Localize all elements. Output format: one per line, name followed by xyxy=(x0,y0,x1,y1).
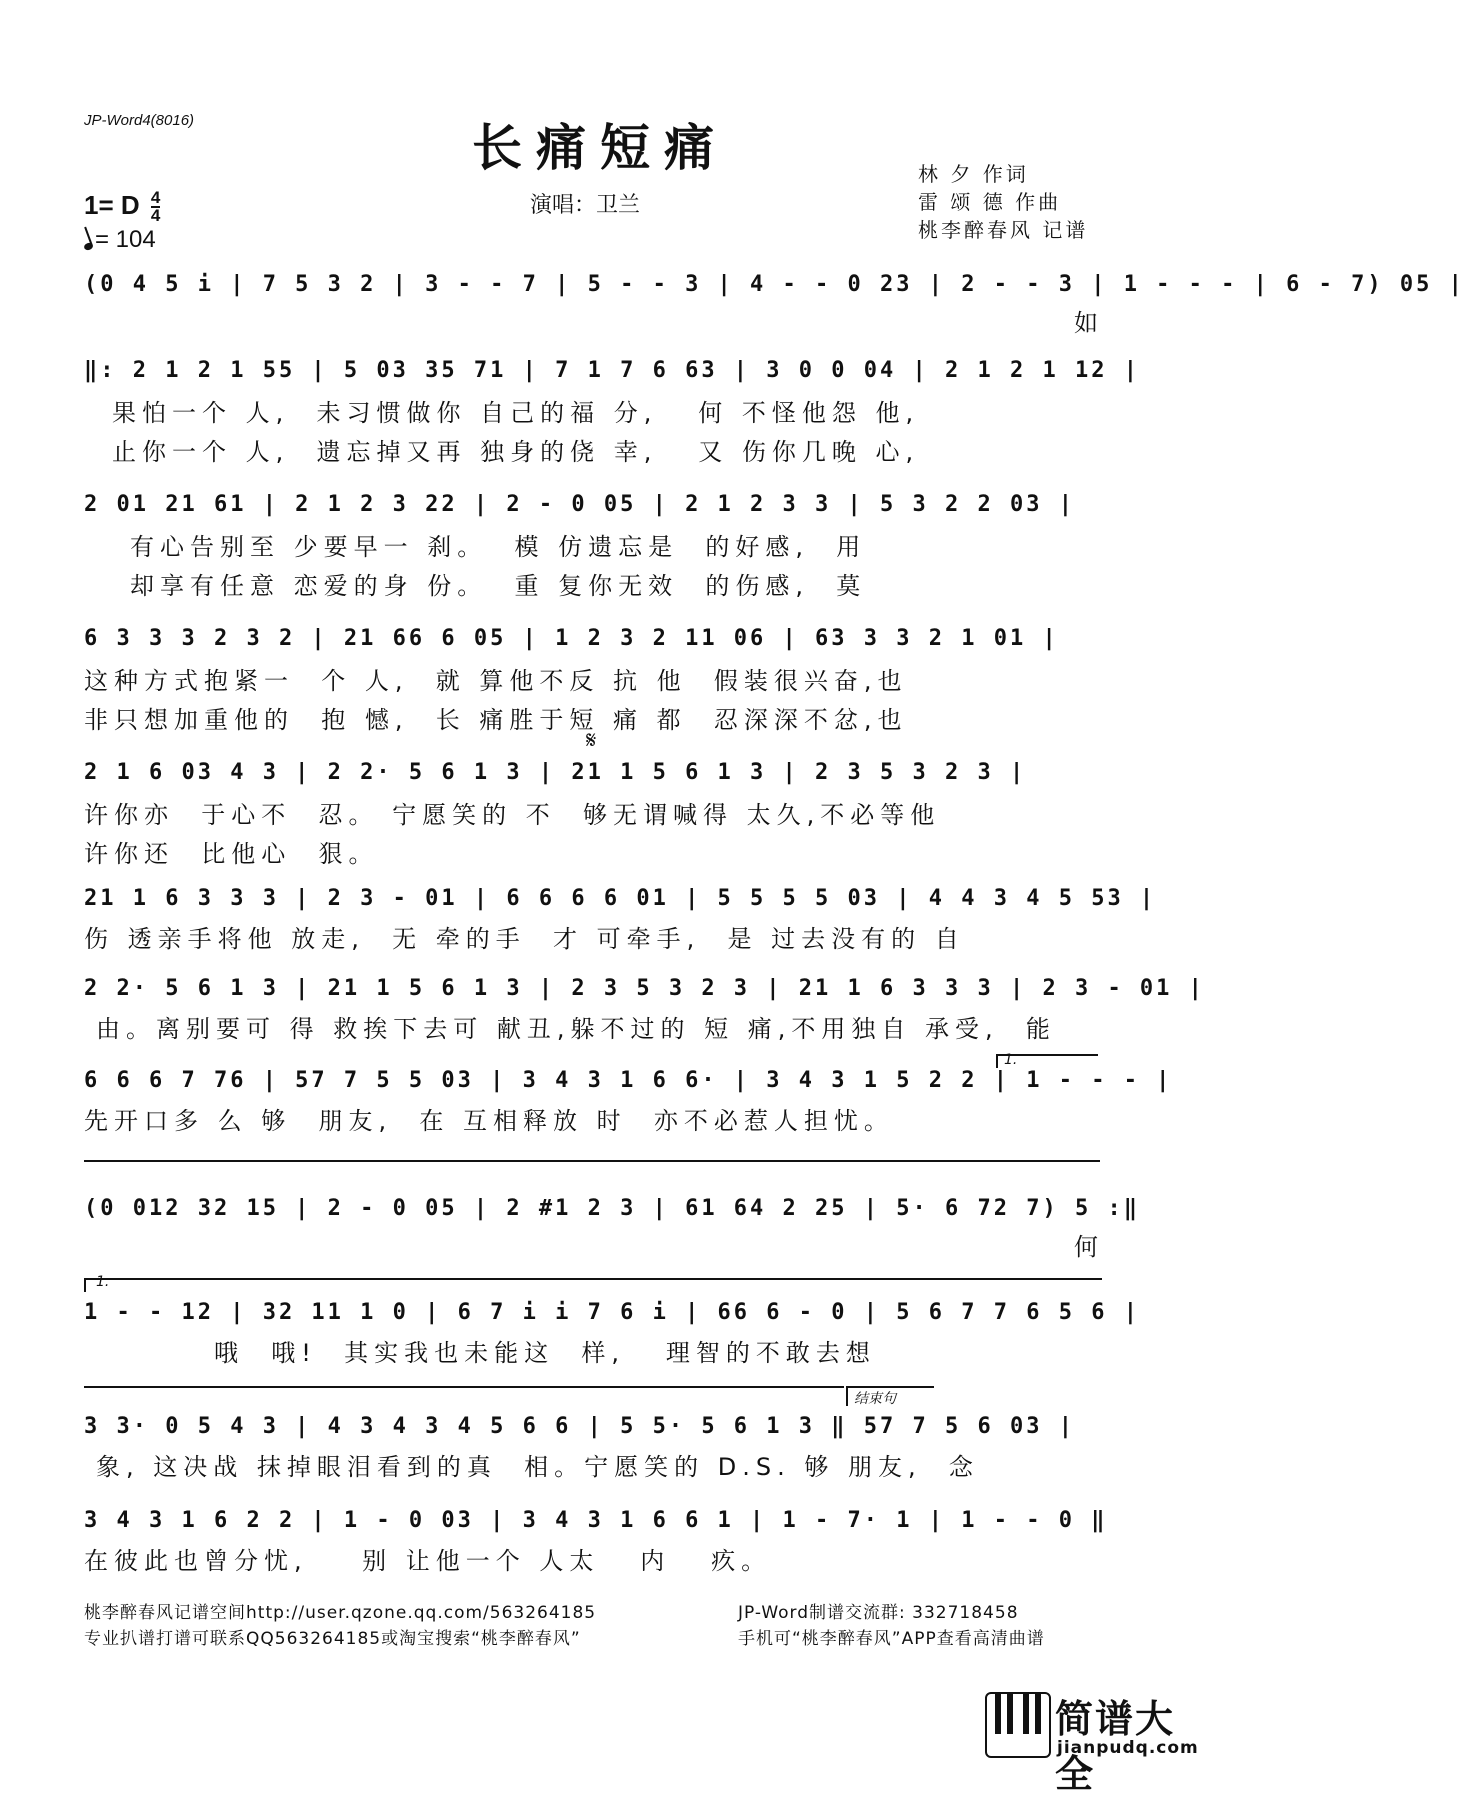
score-line-3 xyxy=(84,492,1104,601)
ending-line xyxy=(84,1160,1100,1162)
logo-title: 简谱大全 xyxy=(1055,1697,1176,1796)
notation: 21 1 6 3 3 3 | 2 3 - 01 | 6 6 6 6 01 | 5 5 5 5 03 | 4 4 3 4 5 53 | xyxy=(84,886,1157,911)
lyric-verse-1: 由。离别要可 得 救挨下去可 献丑,躲不过的 短 痛,不用独自 承受, 能 xyxy=(96,1015,1056,1043)
score-line-5 xyxy=(84,760,1104,869)
notation: 2 2· 5 6 1 3 | 21 1 5 6 1 3 | 2 3 5 3 2 3 | 21 1 6 3 3 3 | 2 3 - 01 | xyxy=(84,976,1205,1001)
tempo-mark xyxy=(84,226,156,254)
notation: 3 3· 0 5 4 3 | 4 3 4 3 4 5 6 6 | 5 5· 5 6 1 3 ‖ 57 7 5 6 03 | xyxy=(84,1414,1075,1439)
lyric-verse-1: 在彼此也曾分忧, 别 让他一个 人太 内 疚。 xyxy=(84,1547,772,1575)
notation: 1 - - 12 | 32 11 1 0 | 6 7 i i 7 6 i | 66 6 - 0 | 5 6 7 7 6 5 6 | xyxy=(84,1300,1140,1325)
notation: ‖: 2 1 2 1 55 | 5 03 35 71 | 7 1 7 6 63 | 3 0 0 04 | 2 1 2 1 12 | xyxy=(84,358,1140,383)
lyric-verse-1: 这种方式抱紧一 个 人, 就 算他不反 抗 他 假装很兴奋,也 xyxy=(84,667,908,695)
singer: 演唱：卫兰 xyxy=(530,193,641,218)
lyric-verse-1: 先开口多 么 够 朋友, 在 互相释放 时 亦不必惹人担忧。 xyxy=(84,1107,894,1135)
lyric-verse-2: 非只想加重他的 抱 憾, 长 痛胜于短 痛 都 忍深深不忿,也 xyxy=(84,706,908,734)
lyric-verse-1: 何 xyxy=(1074,1233,1104,1261)
key-signature xyxy=(84,190,160,224)
song-title: 长痛短痛 xyxy=(472,118,728,177)
score-line-1 xyxy=(84,272,1465,338)
notation: 2 01 21 61 | 2 1 2 3 22 | 2 - 0 05 | 2 1 2 3 3 | 5 3 2 2 03 | xyxy=(84,492,1075,517)
notation: 6 6 6 7 76 | 57 7 5 5 03 | 3 4 3 1 6 6· | 3 4 3 1 5 2 2 | 1 - - - | xyxy=(84,1068,1173,1093)
meter-bottom: 4 xyxy=(150,206,161,226)
site-logo xyxy=(985,1688,1199,1796)
ending-box: 结束句 xyxy=(846,1386,934,1406)
notation: 2 1 6 03 4 3 | 2 2· 5 6 1 3 | 21 1 5 6 1 3 | 2 3 5 3 2 3 | xyxy=(84,760,1027,785)
lyric-verse-1: 如 xyxy=(1074,309,1104,337)
volta-bracket-2 xyxy=(84,1278,1102,1292)
ending-line-2 xyxy=(84,1386,844,1388)
score-line-6 xyxy=(84,886,1157,954)
footer-right-2: 手机可“桃李醉春风”APP查看高清曲谱 xyxy=(738,1629,1045,1649)
key-label: 1= D xyxy=(84,190,140,220)
score-line-10 xyxy=(84,1300,1140,1368)
footer-right-1: JP-Word制谱交流群: 332718458 xyxy=(738,1603,1019,1623)
tempo-value: = 104 xyxy=(95,226,156,253)
score-line-4 xyxy=(84,626,1104,735)
lyric-verse-1: 象, 这决战 抹掉眼泪看到的真 相。宁愿笑的 D.S. 够 朋友, 念 xyxy=(96,1453,979,1481)
volta-label-2: 1. xyxy=(96,1274,110,1290)
score-line-9 xyxy=(84,1196,1140,1262)
score-line-8 xyxy=(84,1068,1173,1136)
lyric-verse-2: 却享有任意 恋爱的身 份。 重 复你无效 的伤感, 莫 xyxy=(130,572,867,600)
lyric-verse-1: 许你亦 于心不 忍。 宁愿笑的 不 够无谓喊得 太久,不必等他 xyxy=(84,801,941,829)
lyricist: 林 夕 作词 xyxy=(918,162,1029,186)
notation: (0 4 5 i | 7 5 3 2 | 3 - - 7 | 5 - - 3 | 4 - - 0 23 | 2 - - 3 | 1 - - - | 6 - 7) 05 | xyxy=(84,272,1465,297)
score-line-11 xyxy=(84,1414,1104,1482)
notation: 3 4 3 1 6 2 2 | 1 - 0 03 | 3 4 3 1 6 6 1 | 1 - 7· 1 | 1 - - 0 ‖ xyxy=(84,1508,1108,1533)
lyric-verse-1: 有心告别至 少要早一 刹。 模 仿遗忘是 的好感, 用 xyxy=(130,533,867,561)
footer-left-2: 专业扒谱打谱可联系QQ563264185或淘宝搜索“桃李醉春风” xyxy=(84,1629,581,1649)
transcriber: 桃李醉春风 记谱 xyxy=(918,218,1089,242)
segno-mark: 𝄋 xyxy=(586,726,597,754)
lyric-verse-2: 止你一个 人, 遗忘掉又再 独身的侥 幸, 又 伤你几晚 心, xyxy=(112,438,920,466)
lyric-verse-1: 伤 透亲手将他 放走, 无 牵的手 才 可牵手, 是 过去没有的 自 xyxy=(84,925,965,953)
time-signature xyxy=(151,190,160,224)
notation: (0 012 32 15 | 2 - 0 05 | 2 #1 2 3 | 61 64 2 25 | 5· 6 72 7) 5 :‖ xyxy=(84,1196,1140,1221)
meter-top: 4 xyxy=(150,188,161,208)
lyric-verse-1: 果怕一个 人, 未习惯做你 自己的福 分, 何 不怪他怨 他, xyxy=(112,399,920,427)
score-line-12 xyxy=(84,1508,1108,1576)
app-label: JP-Word4(8016) xyxy=(84,112,195,129)
composer: 雷 颂 德 作曲 xyxy=(918,190,1062,214)
score-line-2 xyxy=(84,358,1140,467)
logo-url: jianpudq.com xyxy=(1057,1738,1199,1758)
lyric-verse-1: 哦 哦! 其实我也未能这 样, 理智的不敢去想 xyxy=(214,1339,876,1367)
quarter-note-icon xyxy=(83,242,94,252)
notation: 6 3 3 3 2 3 2 | 21 66 6 05 | 1 2 3 2 11 06 | 63 3 3 2 1 01 | xyxy=(84,626,1059,651)
piano-icon xyxy=(985,1692,1051,1758)
score-line-7 xyxy=(84,976,1205,1044)
volta-label: 1. xyxy=(1004,1052,1018,1068)
lyric-verse-2: 许你还 比他心 狠。 xyxy=(84,840,379,868)
credits xyxy=(918,160,1088,244)
footer-left-1: 桃李醉春风记谱空间http://user.qzone.qq.com/563264185 xyxy=(84,1603,597,1623)
